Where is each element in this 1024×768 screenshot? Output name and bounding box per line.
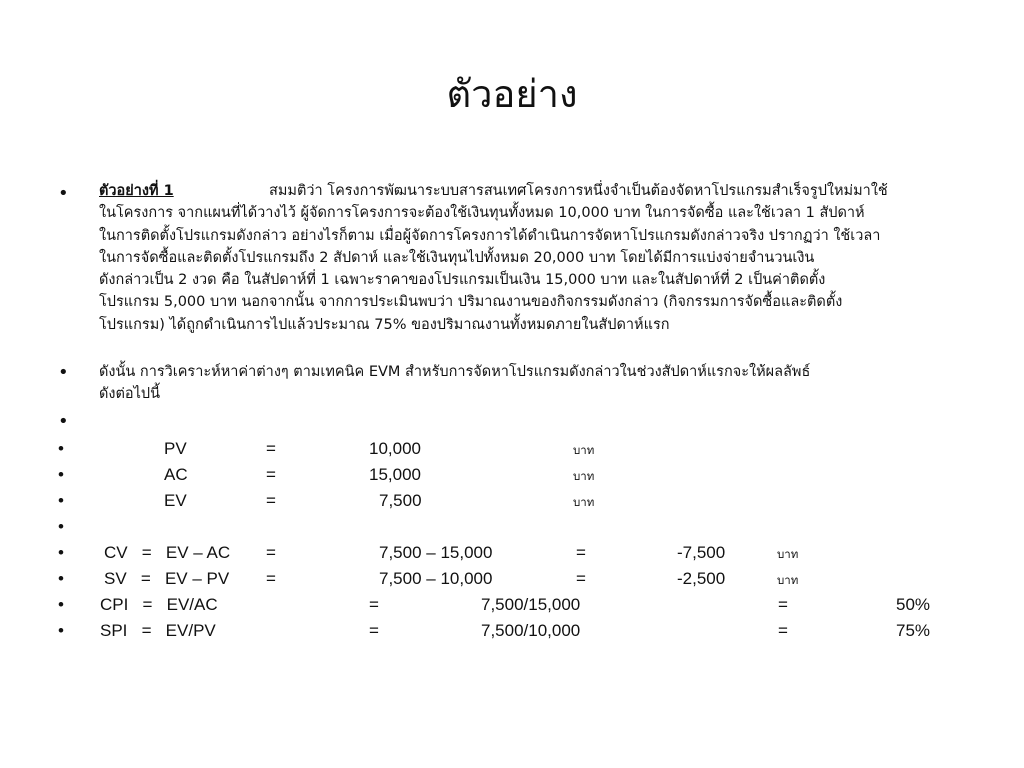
- unit-label: บาท: [777, 573, 799, 587]
- result-value: 75%: [896, 621, 931, 640]
- equals-sign: =: [266, 569, 276, 588]
- bullet-dot: •: [58, 411, 69, 432]
- bullet-dot: •: [58, 595, 64, 614]
- result-value: -7,500: [677, 543, 726, 562]
- bullet-dot: •: [58, 517, 64, 536]
- example-line: ในการติดตั้งโปรแกรมดังกล่าว อย่างไรก็ตาม เมื่อผู้จัดการโครงการได้ดำเนินการจัดหาโปรแกรมดังกล่าวจริง ปรากฏว่า ใช้เวลา: [99, 227, 881, 244]
- empty-row: [0, 514, 1024, 539]
- cpi-row: [0, 592, 1024, 617]
- analysis-paragraph: [99, 361, 959, 406]
- metric-value: 10,000: [369, 439, 421, 458]
- formula: CPI = EV/AC: [100, 595, 218, 614]
- equals-sign: =: [778, 595, 788, 614]
- equals-sign: =: [369, 595, 379, 614]
- result-value: -2,500: [677, 569, 726, 588]
- equals-sign: =: [778, 621, 788, 640]
- bullet-dot: •: [58, 621, 64, 640]
- equals-sign: =: [266, 465, 276, 484]
- example-line: ในโครงการ จากแผนที่ได้วางไว้ ผู้จัดการโครงการจะต้องใช้เงินทุนทั้งหมด 10,000 บาท ในการจัดซื้อ และใช้เวลา 1 สัปดาห์: [99, 205, 865, 222]
- ev-row: [0, 488, 1024, 513]
- example-line: โปรแกรม) ได้ถูกดำเนินการไปแล้วประมาณ 75% ของปริมาณงานทั้งหมดภายในสัปดาห์แรก: [99, 316, 670, 333]
- bullet-dot: •: [58, 439, 64, 458]
- example-line: ดังกล่าวเป็น 2 งวด คือ ในสัปดาห์ที่ 1 เฉพาะราคาของโปรแกรมเป็นเงิน 15,000 บาท และในสัปดาห์ที่ 2 เป็นค่าติดตั้ง: [99, 272, 826, 289]
- unit-label: บาท: [573, 443, 595, 457]
- cv-row: [0, 540, 1024, 565]
- result-value: 50%: [896, 595, 931, 614]
- metric-value: 7,500: [379, 491, 422, 510]
- formula: SPI = EV/PV: [100, 621, 216, 640]
- calculation: 7,500/10,000: [481, 621, 581, 640]
- unit-label: บาท: [777, 547, 799, 561]
- metric-name: AC: [164, 465, 188, 484]
- calculation: 7,500 – 10,000: [379, 569, 493, 588]
- ac-row: [0, 462, 1024, 487]
- metric-value: 15,000: [369, 465, 421, 484]
- example-line: [99, 180, 959, 202]
- equals-sign: =: [576, 543, 586, 562]
- bullet-dot: •: [58, 362, 69, 383]
- spi-row: [0, 618, 1024, 643]
- bullet-dot: •: [58, 569, 64, 588]
- unit-label: บาท: [573, 495, 595, 509]
- bullet-dot: •: [58, 543, 64, 562]
- calculation: 7,500 – 15,000: [379, 543, 493, 562]
- sv-row: [0, 566, 1024, 591]
- calculation: 7,500/15,000: [481, 595, 581, 614]
- bullet-dot: •: [58, 465, 64, 484]
- bullet-dot: •: [58, 491, 64, 510]
- equals-sign: =: [266, 491, 276, 510]
- metric-name: EV: [164, 491, 187, 510]
- pv-row: [0, 436, 1024, 461]
- equals-sign: =: [266, 543, 276, 562]
- equals-sign: =: [369, 621, 379, 640]
- analysis-line: ดังต่อไปนี้: [99, 386, 161, 403]
- metric-name: PV: [164, 439, 187, 458]
- example-text: สมมติว่า โครงการพัฒนาระบบสารสนเทศโครงการหนึ่งจำเป็นต้องจัดหาโปรแกรมสำเร็จรูปใหม่มาใช้: [269, 183, 888, 199]
- equals-sign: =: [266, 439, 276, 458]
- bullet-dot: •: [58, 183, 69, 204]
- equals-sign: =: [576, 569, 586, 588]
- unit-label: บาท: [573, 469, 595, 483]
- example-paragraph: [99, 180, 959, 336]
- example-line: โปรแกรม 5,000 บาท นอกจากนั้น จากการประเมินพบว่า ปริมาณงานของกิจกรรมดังกล่าว (กิจกรรมการจัดซื้อและติดตั้ง: [99, 294, 843, 311]
- formula: SV = EV – PV: [104, 569, 230, 588]
- formula: CV = EV – AC: [104, 543, 231, 562]
- example-label: ตัวอย่างที่ 1: [99, 183, 174, 199]
- slide-title: ตัวอย่าง: [446, 72, 578, 116]
- example-line: ในการจัดซื้อและติดตั้งโปรแกรมถึง 2 สัปดาห์ และใช้เงินทุนไปทั้งหมด 20,000 บาท โดยได้มีการแบ่งจ่ายจำนวนเงิน: [99, 249, 815, 266]
- analysis-line: ดังนั้น การวิเคราะห์หาค่าต่างๆ ตามเทคนิค EVM สำหรับการจัดหาโปรแกรมดังกล่าวในช่วงสัปดาห์แรกจะให้ผลลัพธ์: [99, 364, 811, 380]
